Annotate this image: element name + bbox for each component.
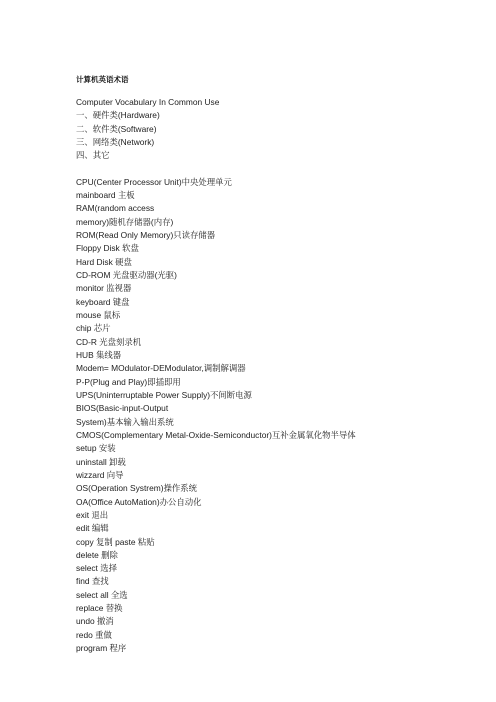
term-line: select 选择 bbox=[76, 563, 117, 574]
term-line: setup 安装 bbox=[76, 443, 116, 454]
term-line: exit 退出 bbox=[76, 509, 109, 520]
intro-line: Computer Vocabulary In Common Use bbox=[76, 97, 220, 107]
term-line: delete 删除 bbox=[76, 549, 118, 560]
intro-line: 二、软件类(Software) bbox=[76, 123, 157, 134]
term-line: program 程序 bbox=[76, 643, 127, 654]
term-line: Hard Disk 硬盘 bbox=[76, 256, 132, 267]
term-line: chip 芯片 bbox=[76, 323, 111, 334]
document-title: 计算机英语术语 bbox=[76, 75, 129, 84]
term-line: mainboard 主板 bbox=[76, 189, 135, 200]
term-line: memory)随机存储器(内存) bbox=[76, 216, 174, 227]
term-line: copy 复制 paste 粘贴 bbox=[76, 536, 155, 547]
term-line: System)基本输入输出系统 bbox=[76, 416, 174, 427]
term-line: find 查找 bbox=[76, 576, 109, 587]
term-line: P-P(Plug and Play)即插即用 bbox=[76, 376, 181, 387]
term-line: monitor 监视器 bbox=[76, 283, 132, 294]
term-line: OA(Office AutoMation)办公自动化 bbox=[76, 496, 202, 507]
term-line: ROM(Read Only Memory)只读存储器 bbox=[76, 229, 216, 240]
term-line: BIOS(Basic-input-Output bbox=[76, 403, 169, 414]
term-line: undo 撤消 bbox=[76, 616, 114, 627]
term-line: select all 全选 bbox=[76, 589, 128, 600]
term-line: keyboard 键盘 bbox=[76, 296, 130, 307]
intro-line: 一、硬件类(Hardware) bbox=[76, 110, 160, 121]
term-line: Floppy Disk 软盘 bbox=[76, 243, 139, 254]
document-body bbox=[76, 96, 476, 655]
term-line: mouse 鼠标 bbox=[76, 309, 121, 320]
term-line: CMOS(Complementary Metal-Oxide-Semiconductor)互补金属氧化物半导体 bbox=[76, 429, 356, 440]
section-spacer bbox=[76, 163, 476, 176]
term-line: CPU(Center Processor Unit)中央处理单元 bbox=[76, 176, 232, 187]
term-line: replace 替换 bbox=[76, 603, 123, 614]
intro-line: 四、其它 bbox=[76, 150, 110, 161]
term-line: redo 重做 bbox=[76, 629, 112, 640]
term-line: OS(Operation Systrem)操作系统 bbox=[76, 483, 197, 494]
term-line: uninstall 卸载 bbox=[76, 456, 126, 467]
term-line: UPS(Uninterruptable Power Supply)不间断电源 bbox=[76, 389, 252, 400]
term-line: wizzard 向导 bbox=[76, 469, 124, 480]
term-line: Modem= MOdulator-DEModulator,调制解调器 bbox=[76, 363, 246, 374]
term-line: edit 编辑 bbox=[76, 523, 109, 534]
term-line: RAM(random access bbox=[76, 203, 155, 214]
term-line: HUB 集线器 bbox=[76, 349, 122, 360]
term-line: CD-ROM 光盘驱动器(光驱) bbox=[76, 269, 177, 280]
term-line: CD-R 光盘刻录机 bbox=[76, 336, 142, 347]
intro-line: 三、网络类(Network) bbox=[76, 136, 155, 147]
